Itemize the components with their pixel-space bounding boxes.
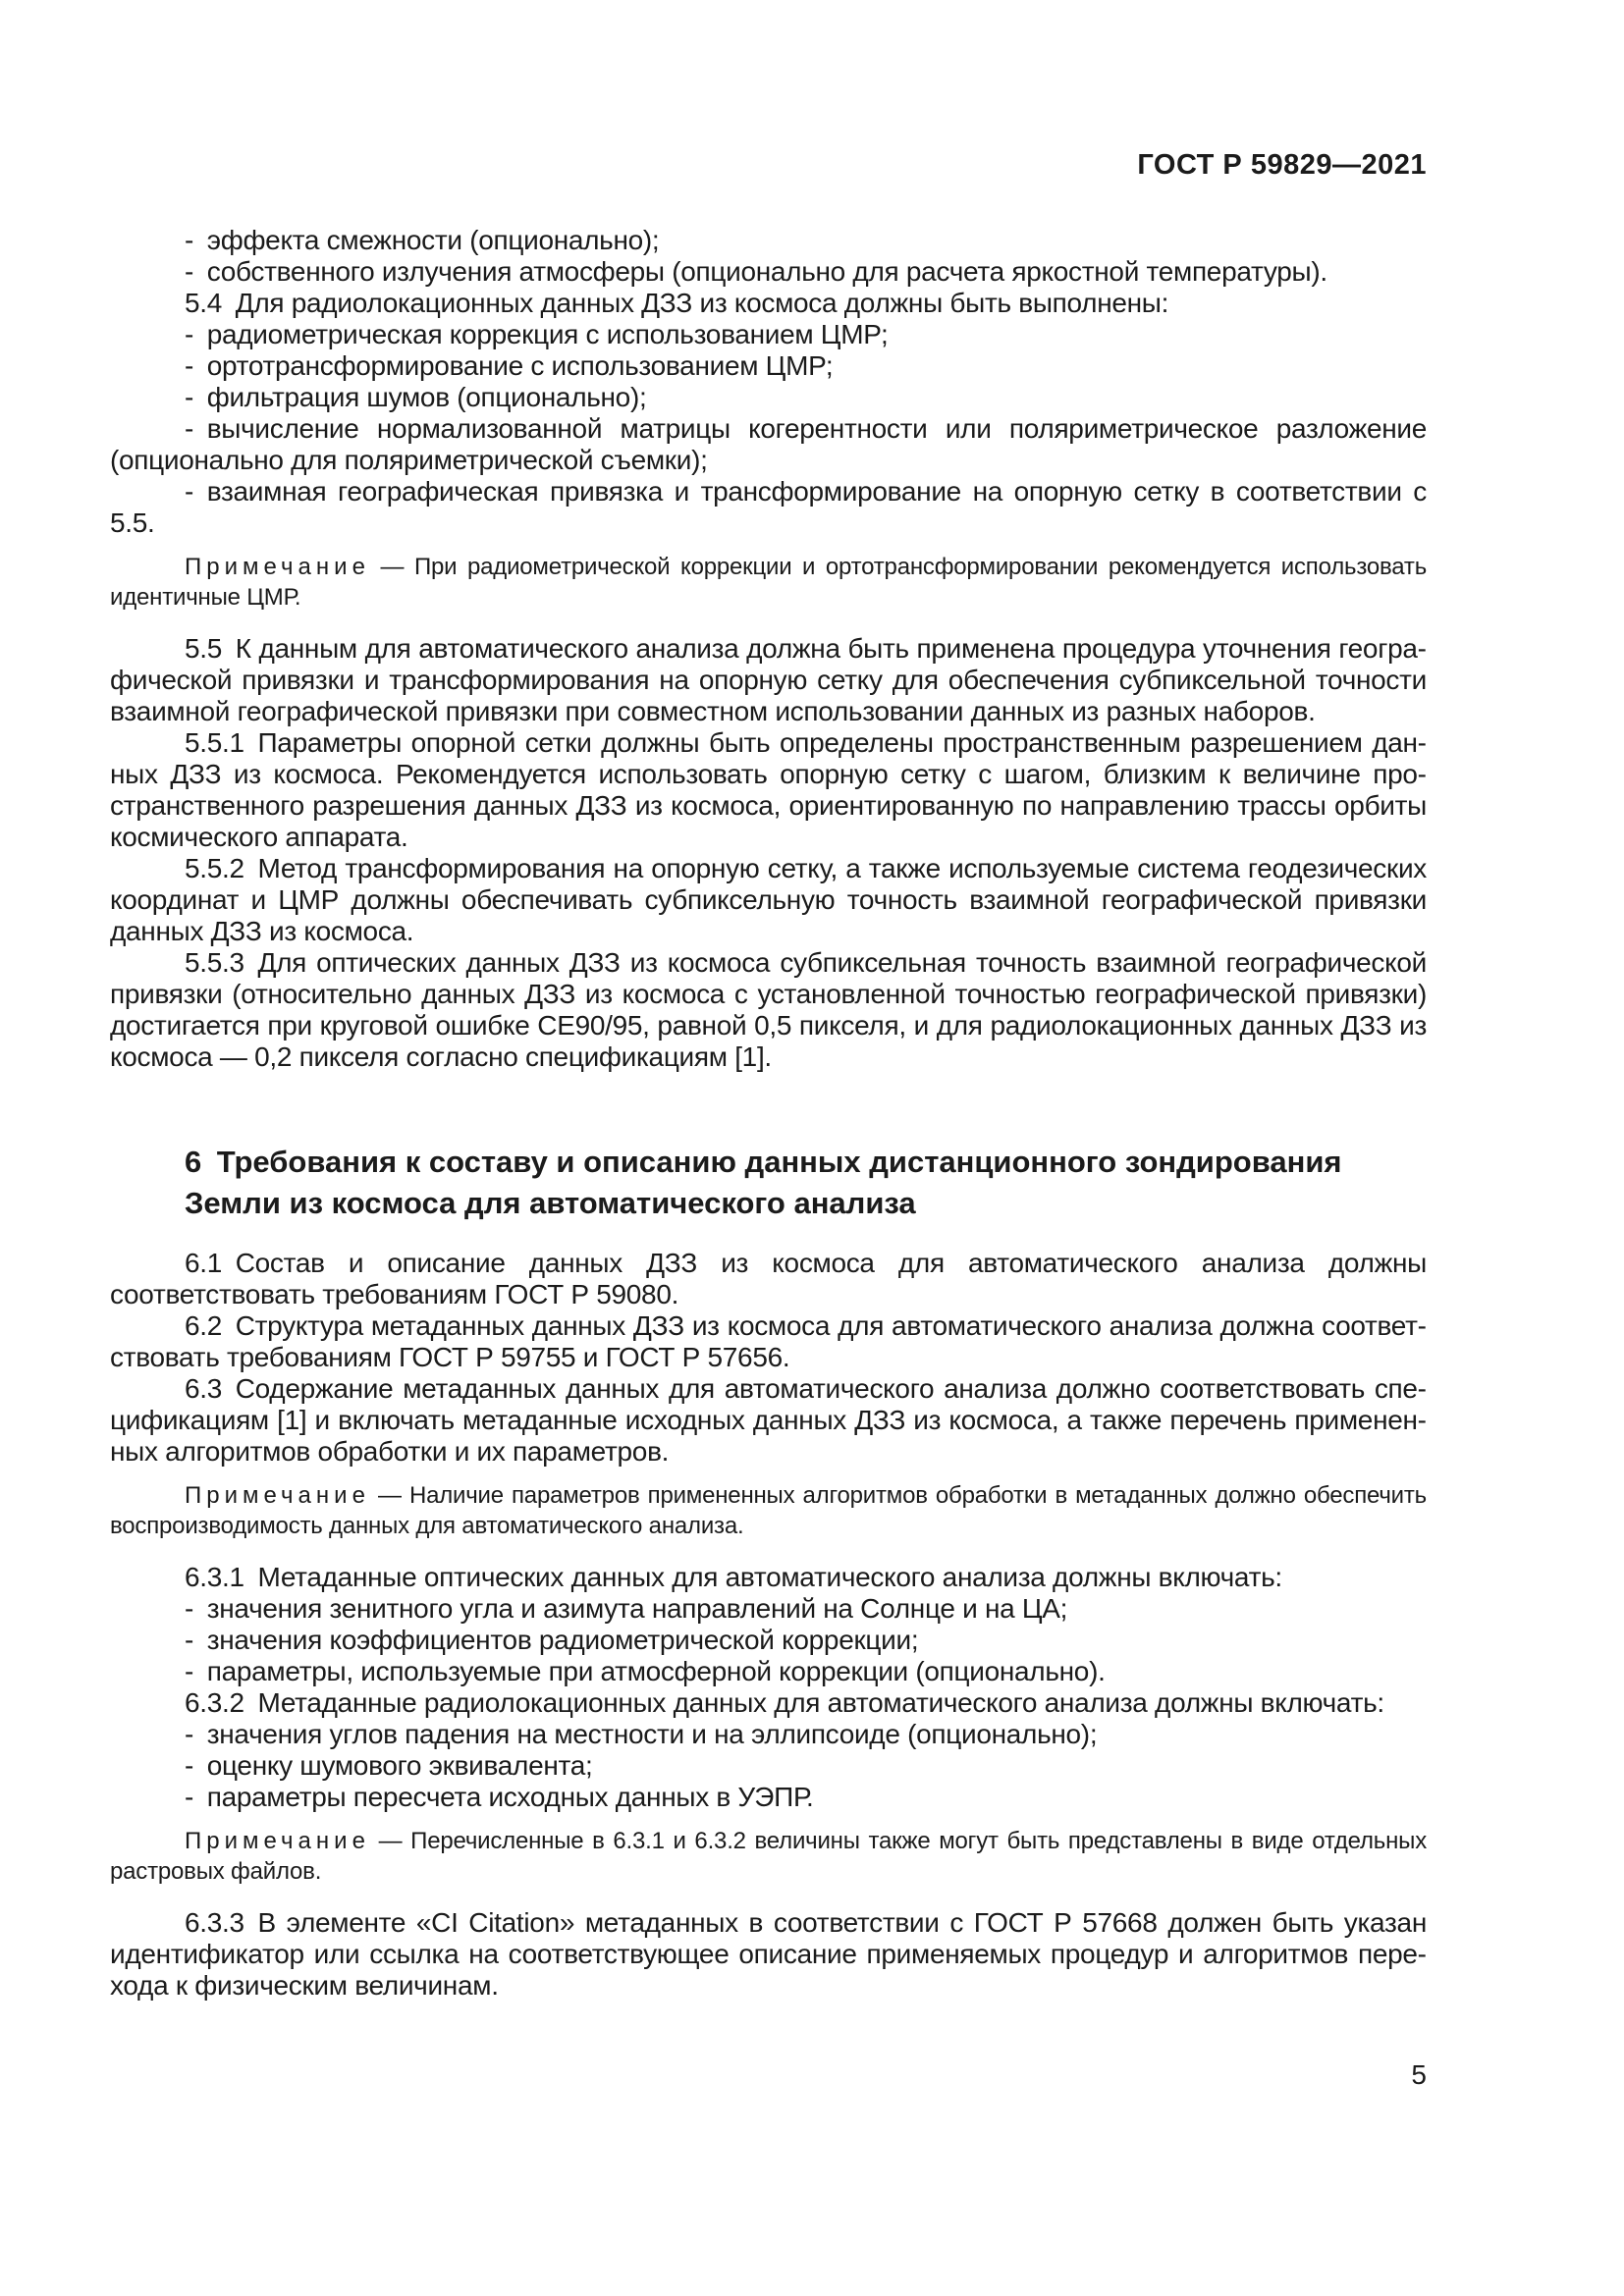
list-item: - параметры пересчета исходных данных в УЭПР. (185, 1782, 814, 1812)
note-label: Примечание (185, 554, 370, 580)
paragraph: 5.5.2 Метод трансформирования на опорную сетку, а также используемые система геодезических координат и ЦМР должны обеспечивать субпиксельную точность взаимной географической привязки данных ДЗЗ из космоса. (110, 853, 1427, 946)
running-header: ГОСТ Р 59829—2021 (1137, 149, 1427, 181)
list-item: - ортотрансформирование с использованием ЦМР; (185, 350, 834, 381)
page-number: 5 (1411, 2059, 1427, 2090)
paragraph: 6.2 Структура метаданных данных ДЗЗ из космоса для автоматического анализа должна соответствовать требованиям ГОСТ Р 59755 и ГОСТ Р 57656. (110, 1310, 1427, 1372)
list-item: - собственного излучения атмосферы (опционально для расчета яркостной температуры). (185, 256, 1327, 287)
list-item: - эффекта смежности (опционально); (185, 225, 660, 255)
list-item: - оценку шумового эквивалента; (185, 1750, 593, 1781)
note-label: Примечание (185, 1482, 370, 1509)
paragraph: 6.1 Состав и описание данных ДЗЗ из космоса для автоматического анализа должны соответствовать требованиям ГОСТ Р 59080. (110, 1248, 1427, 1309)
note-label: Примечание (185, 1828, 370, 1854)
list-item: - вычисление нормализованной матрицы когерентности или поляриметрическое разложение (опционально для поляриметрической съемки); (110, 413, 1427, 475)
list-item: - значения углов падения на местности и на эллипсоиде (опционально); (185, 1719, 1098, 1749)
section-heading: 6 Требования к составу и описанию данных дистанционного зондирования Земли из космоса для автоматического анализа (185, 1145, 1342, 1220)
list-item: - фильтрация шумов (опционально); (185, 382, 647, 412)
paragraph: 6.3.1 Метаданные оптических данных для автоматического анализа должны включать: (185, 1562, 1282, 1592)
list-item: - радиометрическая коррекция с использованием ЦМР; (185, 319, 889, 349)
paragraph: 6.3 Содержание метаданных данных для автоматического анализа должно соответствовать спецификациям [1] и включать метаданные исходных данных ДЗЗ из космоса, а также перечень примененных алгоритмов обработки и их параметров. (110, 1373, 1427, 1467)
list-item: - параметры, используемые при атмосферной коррекции (опционально). (185, 1656, 1106, 1686)
paragraph: 5.4 Для радиолокационных данных ДЗЗ из космоса должны быть выполнены: (185, 288, 1169, 318)
list-item: - взаимная географическая привязка и трансформирование на опорную сетку в соответствии с 5.5. (110, 476, 1427, 538)
note-paragraph: Примечание — Наличие параметров примененных алгоритмов обработки в метаданных должно обеспечить воспроизводимость данных для автоматического анализа. (110, 1482, 1427, 1539)
list-item: - значения коэффициентов радиометрической коррекции; (185, 1625, 919, 1655)
paragraph: 5.5.3 Для оптических данных ДЗЗ из космоса субпиксельная точность взаимной географической привязки (относительно данных ДЗЗ из космоса с установленной точностью географической привязки) достигается при круговой ошибке CE90/95, равной 0,5 пикселя, и для радиолокационных данных ДЗЗ из космоса — 0,2 пикселя согласно спецификациям [1]. (110, 947, 1427, 1072)
paragraph: 5.5 К данным для автоматического анализа должна быть применена процедура уточнения географической привязки и трансформирования на опорную сетку для обеспечения субпиксельной точности взаимной географической привязки при совместном использовании данных из разных наборов. (110, 633, 1427, 726)
list-item: - значения зенитного угла и азимута направлений на Солнце и на ЦА; (185, 1593, 1068, 1624)
note-paragraph: Примечание — При радиометрической коррекции и ортотрансформировании рекомендуется использовать идентичные ЦМР. (110, 554, 1427, 611)
document-content (110, 225, 1427, 2002)
paragraph: 6.3.2 Метаданные радиолокационных данных для автоматического анализа должны включать: (185, 1687, 1384, 1718)
paragraph: 5.5.1 Параметры опорной сетки должны быть определены пространственным разрешением данных ДЗЗ из космоса. Рекомендуется использовать опорную сетку с шагом, близким к величине пространственного разрешения данных ДЗЗ из космоса, ориентированную по направлению трассы орбиты космического аппарата. (110, 727, 1427, 852)
paragraph: 6.3.3 В элементе «CI Citation» метаданных в соответствии с ГОСТ Р 57668 должен быть указан идентификатор или ссылка на соответствующее описание применяемых процедур и алгоритмов перехода к физическим величинам. (110, 1907, 1427, 2001)
note-paragraph: Примечание — Перечисленные в 6.3.1 и 6.3.2 величины также могут быть представлены в виде отдельных растровых файлов. (110, 1828, 1427, 1885)
